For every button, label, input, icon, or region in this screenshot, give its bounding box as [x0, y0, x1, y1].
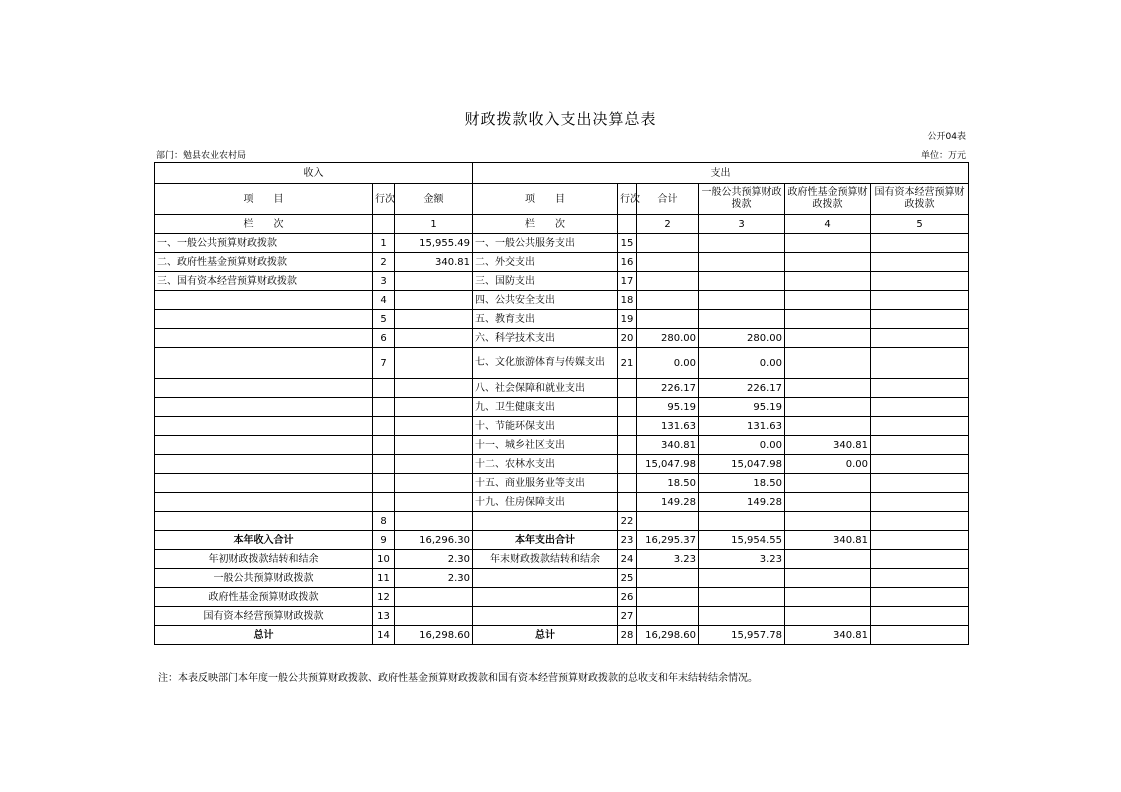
expense-row-no: 24 — [618, 550, 637, 569]
income-row-no — [373, 436, 395, 455]
expense-item — [473, 569, 618, 588]
total-amount: 340.81 — [637, 436, 699, 455]
gov-fund-amount: 0.00 — [785, 455, 871, 474]
income-item: 国有资本经营预算财政拨款 — [155, 607, 373, 626]
column-number-row — [155, 215, 969, 234]
total-amount — [637, 569, 699, 588]
income-amount — [395, 607, 473, 626]
gov-fund-amount — [785, 569, 871, 588]
col-number-5: 5 — [871, 215, 969, 234]
income-row-no: 14 — [373, 626, 395, 645]
total-amount — [637, 234, 699, 253]
income-row-no — [373, 398, 395, 417]
gov-fund-amount — [785, 329, 871, 348]
table-row — [155, 310, 969, 329]
expense-item: 七、文化旅游体育与传媒支出 — [473, 348, 618, 379]
state-capital-amount — [871, 474, 969, 493]
expense-row-no — [618, 455, 637, 474]
state-capital-amount — [871, 436, 969, 455]
total-amount: 16,298.60 — [637, 626, 699, 645]
total-amount: 226.17 — [637, 379, 699, 398]
section-header-row — [155, 163, 969, 184]
total-amount: 0.00 — [637, 348, 699, 379]
income-amount: 15,955.49 — [395, 234, 473, 253]
table-row — [155, 291, 969, 310]
expense-row-no — [618, 493, 637, 512]
general-budget-amount — [699, 569, 785, 588]
expense-row-no: 15 — [618, 234, 637, 253]
expense-row-no: 27 — [618, 607, 637, 626]
income-item-header: 项 目 — [155, 184, 373, 215]
income-amount: 16,296.30 — [395, 531, 473, 550]
total-amount: 280.00 — [637, 329, 699, 348]
general-budget-amount — [699, 588, 785, 607]
income-amount — [395, 455, 473, 474]
general-budget-amount: 95.19 — [699, 398, 785, 417]
state-capital-amount — [871, 626, 969, 645]
total-amount: 131.63 — [637, 417, 699, 436]
income-amount — [395, 474, 473, 493]
gov-fund-amount — [785, 272, 871, 291]
income-row-no: 13 — [373, 607, 395, 626]
table-row — [155, 253, 969, 272]
income-amount: 340.81 — [395, 253, 473, 272]
income-amount: 2.30 — [395, 550, 473, 569]
col-number-2: 2 — [637, 215, 699, 234]
total-amount — [637, 512, 699, 531]
expense-row-no — [618, 379, 637, 398]
income-row-no: 6 — [373, 329, 395, 348]
gov-fund-amount — [785, 348, 871, 379]
expense-row-no: 23 — [618, 531, 637, 550]
expense-item: 九、卫生健康支出 — [473, 398, 618, 417]
general-budget-amount: 226.17 — [699, 379, 785, 398]
income-item: 政府性基金预算财政拨款 — [155, 588, 373, 607]
income-item — [155, 512, 373, 531]
income-item: 三、国有资本经营预算财政拨款 — [155, 272, 373, 291]
footnote: 注：本表反映部门本年度一般公共预算财政拨款、政府性基金预算财政拨款和国有资本经营预算财政拨款的总收支和年末结转结余情况。 — [158, 673, 758, 684]
gov-fund-amount — [785, 379, 871, 398]
table-row — [155, 626, 969, 645]
total-amount — [637, 588, 699, 607]
expense-item — [473, 512, 618, 531]
expense-row-no: 20 — [618, 329, 637, 348]
income-row-no: 5 — [373, 310, 395, 329]
state-capital-header: 国有资本经营预算财政拨款 — [871, 184, 969, 215]
state-capital-amount — [871, 455, 969, 474]
gov-fund-header: 政府性基金预算财政拨款 — [785, 184, 871, 215]
income-amount — [395, 436, 473, 455]
state-capital-amount — [871, 588, 969, 607]
expense-row-no-header: 行次 — [618, 184, 637, 215]
expense-item: 十一、城乡社区支出 — [473, 436, 618, 455]
gov-fund-amount — [785, 588, 871, 607]
gov-fund-amount: 340.81 — [785, 436, 871, 455]
income-row-no: 9 — [373, 531, 395, 550]
state-capital-amount — [871, 512, 969, 531]
expense-row-no: 17 — [618, 272, 637, 291]
expense-section-header: 支出 — [473, 163, 969, 184]
income-row-no: 11 — [373, 569, 395, 588]
state-capital-amount — [871, 398, 969, 417]
income-item — [155, 398, 373, 417]
total-amount: 149.28 — [637, 493, 699, 512]
expense-row-no — [618, 436, 637, 455]
income-row-no: 7 — [373, 348, 395, 379]
gov-fund-amount — [785, 291, 871, 310]
general-budget-amount: 15,954.55 — [699, 531, 785, 550]
income-item — [155, 348, 373, 379]
general-budget-amount — [699, 234, 785, 253]
general-budget-amount: 15,047.98 — [699, 455, 785, 474]
income-amount — [395, 588, 473, 607]
expense-item: 一、一般公共服务支出 — [473, 234, 618, 253]
general-budget-amount — [699, 607, 785, 626]
income-amount-header: 金额 — [395, 184, 473, 215]
table-row — [155, 398, 969, 417]
state-capital-amount — [871, 348, 969, 379]
table-row — [155, 550, 969, 569]
general-budget-amount: 280.00 — [699, 329, 785, 348]
income-row-no — [373, 379, 395, 398]
income-row-no: 3 — [373, 272, 395, 291]
table-row — [155, 417, 969, 436]
column-header-row — [155, 184, 969, 215]
expense-item — [473, 588, 618, 607]
form-number: 公开04表 — [927, 132, 966, 142]
gov-fund-amount — [785, 607, 871, 626]
department-label: 部门：勉县农业农村局 — [156, 151, 247, 161]
income-item — [155, 493, 373, 512]
expense-row-no — [618, 398, 637, 417]
unit-label: 单位：万元 — [920, 151, 966, 161]
general-budget-amount — [699, 512, 785, 531]
expense-item-header: 项 目 — [473, 184, 618, 215]
general-budget-header: 一般公共预算财政拨款 — [699, 184, 785, 215]
income-item — [155, 310, 373, 329]
income-amount — [395, 348, 473, 379]
general-budget-amount — [699, 310, 785, 329]
expense-row-no: 21 — [618, 348, 637, 379]
table-row — [155, 436, 969, 455]
table-row — [155, 329, 969, 348]
state-capital-amount — [871, 569, 969, 588]
income-row-no: 8 — [373, 512, 395, 531]
state-capital-amount — [871, 329, 969, 348]
income-amount — [395, 398, 473, 417]
table-row — [155, 512, 969, 531]
income-item: 二、政府性基金预算财政拨款 — [155, 253, 373, 272]
col-number-4: 4 — [785, 215, 871, 234]
income-col-no-blank — [373, 215, 395, 234]
table-row — [155, 493, 969, 512]
income-item: 年初财政拨款结转和结余 — [155, 550, 373, 569]
table-row — [155, 569, 969, 588]
state-capital-amount — [871, 493, 969, 512]
income-item: 总计 — [155, 626, 373, 645]
expense-item: 五、教育支出 — [473, 310, 618, 329]
income-section-header: 收入 — [155, 163, 473, 184]
table-row — [155, 272, 969, 291]
expense-item: 本年支出合计 — [473, 531, 618, 550]
expense-row-no: 22 — [618, 512, 637, 531]
state-capital-amount — [871, 310, 969, 329]
income-row-no — [373, 455, 395, 474]
col-number-3: 3 — [699, 215, 785, 234]
general-budget-amount: 3.23 — [699, 550, 785, 569]
expense-row-no: 18 — [618, 291, 637, 310]
expense-item: 三、国防支出 — [473, 272, 618, 291]
state-capital-amount — [871, 550, 969, 569]
total-amount — [637, 291, 699, 310]
expense-item: 八、社会保障和就业支出 — [473, 379, 618, 398]
gov-fund-amount — [785, 253, 871, 272]
state-capital-amount — [871, 272, 969, 291]
table-row — [155, 379, 969, 398]
expense-row-no — [618, 474, 637, 493]
total-amount — [637, 607, 699, 626]
fiscal-summary-table — [154, 162, 969, 645]
expense-item — [473, 607, 618, 626]
total-amount: 3.23 — [637, 550, 699, 569]
general-budget-amount: 0.00 — [699, 348, 785, 379]
income-row-no — [373, 417, 395, 436]
table-row — [155, 474, 969, 493]
state-capital-amount — [871, 253, 969, 272]
table-row — [155, 607, 969, 626]
gov-fund-amount — [785, 493, 871, 512]
total-amount: 16,295.37 — [637, 531, 699, 550]
expense-row-no: 16 — [618, 253, 637, 272]
state-capital-amount — [871, 607, 969, 626]
income-item — [155, 436, 373, 455]
page-title: 财政拨款收入支出决算总表 — [464, 110, 657, 128]
income-item: 一般公共预算财政拨款 — [155, 569, 373, 588]
income-item — [155, 474, 373, 493]
expense-item: 四、公共安全支出 — [473, 291, 618, 310]
state-capital-amount — [871, 379, 969, 398]
income-amount — [395, 272, 473, 291]
income-col-label: 栏 次 — [155, 215, 373, 234]
general-budget-amount: 0.00 — [699, 436, 785, 455]
income-amount — [395, 493, 473, 512]
expense-item: 二、外交支出 — [473, 253, 618, 272]
total-amount — [637, 272, 699, 291]
gov-fund-amount — [785, 234, 871, 253]
state-capital-amount — [871, 234, 969, 253]
expense-row-no: 26 — [618, 588, 637, 607]
expense-item: 总计 — [473, 626, 618, 645]
income-amount — [395, 512, 473, 531]
income-row-no-header: 行次 — [373, 184, 395, 215]
gov-fund-amount — [785, 474, 871, 493]
table-row — [155, 234, 969, 253]
income-item — [155, 417, 373, 436]
expense-col-label: 栏 次 — [473, 215, 618, 234]
general-budget-amount: 149.28 — [699, 493, 785, 512]
gov-fund-amount: 340.81 — [785, 531, 871, 550]
state-capital-amount — [871, 291, 969, 310]
general-budget-amount — [699, 272, 785, 291]
general-budget-amount: 15,957.78 — [699, 626, 785, 645]
expense-row-no — [618, 417, 637, 436]
income-item — [155, 455, 373, 474]
expense-item: 十二、农林水支出 — [473, 455, 618, 474]
gov-fund-amount — [785, 550, 871, 569]
general-budget-amount: 18.50 — [699, 474, 785, 493]
income-item — [155, 329, 373, 348]
total-amount: 95.19 — [637, 398, 699, 417]
income-item — [155, 291, 373, 310]
income-row-no — [373, 474, 395, 493]
income-amount — [395, 417, 473, 436]
income-item: 一、一般公共预算财政拨款 — [155, 234, 373, 253]
expense-item: 十五、商业服务业等支出 — [473, 474, 618, 493]
total-header: 合计 — [637, 184, 699, 215]
income-amount — [395, 379, 473, 398]
gov-fund-amount: 340.81 — [785, 626, 871, 645]
total-amount: 18.50 — [637, 474, 699, 493]
total-amount — [637, 253, 699, 272]
state-capital-amount — [871, 531, 969, 550]
income-amount: 2.30 — [395, 569, 473, 588]
gov-fund-amount — [785, 512, 871, 531]
income-amount — [395, 310, 473, 329]
gov-fund-amount — [785, 417, 871, 436]
income-row-no: 4 — [373, 291, 395, 310]
income-row-no: 1 — [373, 234, 395, 253]
expense-item: 六、科学技术支出 — [473, 329, 618, 348]
gov-fund-amount — [785, 398, 871, 417]
total-amount: 15,047.98 — [637, 455, 699, 474]
income-row-no — [373, 493, 395, 512]
expense-item: 十、节能环保支出 — [473, 417, 618, 436]
expense-item: 年末财政拨款结转和结余 — [473, 550, 618, 569]
income-row-no: 12 — [373, 588, 395, 607]
expense-col-no-blank — [618, 215, 637, 234]
general-budget-amount — [699, 291, 785, 310]
income-row-no: 10 — [373, 550, 395, 569]
income-amount — [395, 291, 473, 310]
expense-row-no: 28 — [618, 626, 637, 645]
income-amount — [395, 329, 473, 348]
gov-fund-amount — [785, 310, 871, 329]
expense-row-no: 19 — [618, 310, 637, 329]
income-row-no: 2 — [373, 253, 395, 272]
income-item: 本年收入合计 — [155, 531, 373, 550]
table-row — [155, 455, 969, 474]
table-row — [155, 531, 969, 550]
expense-row-no: 25 — [618, 569, 637, 588]
income-item — [155, 379, 373, 398]
table-row — [155, 348, 969, 379]
col-number-1: 1 — [395, 215, 473, 234]
total-amount — [637, 310, 699, 329]
general-budget-amount — [699, 253, 785, 272]
expense-item: 十九、住房保障支出 — [473, 493, 618, 512]
income-amount: 16,298.60 — [395, 626, 473, 645]
state-capital-amount — [871, 417, 969, 436]
table-row — [155, 588, 969, 607]
general-budget-amount: 131.63 — [699, 417, 785, 436]
